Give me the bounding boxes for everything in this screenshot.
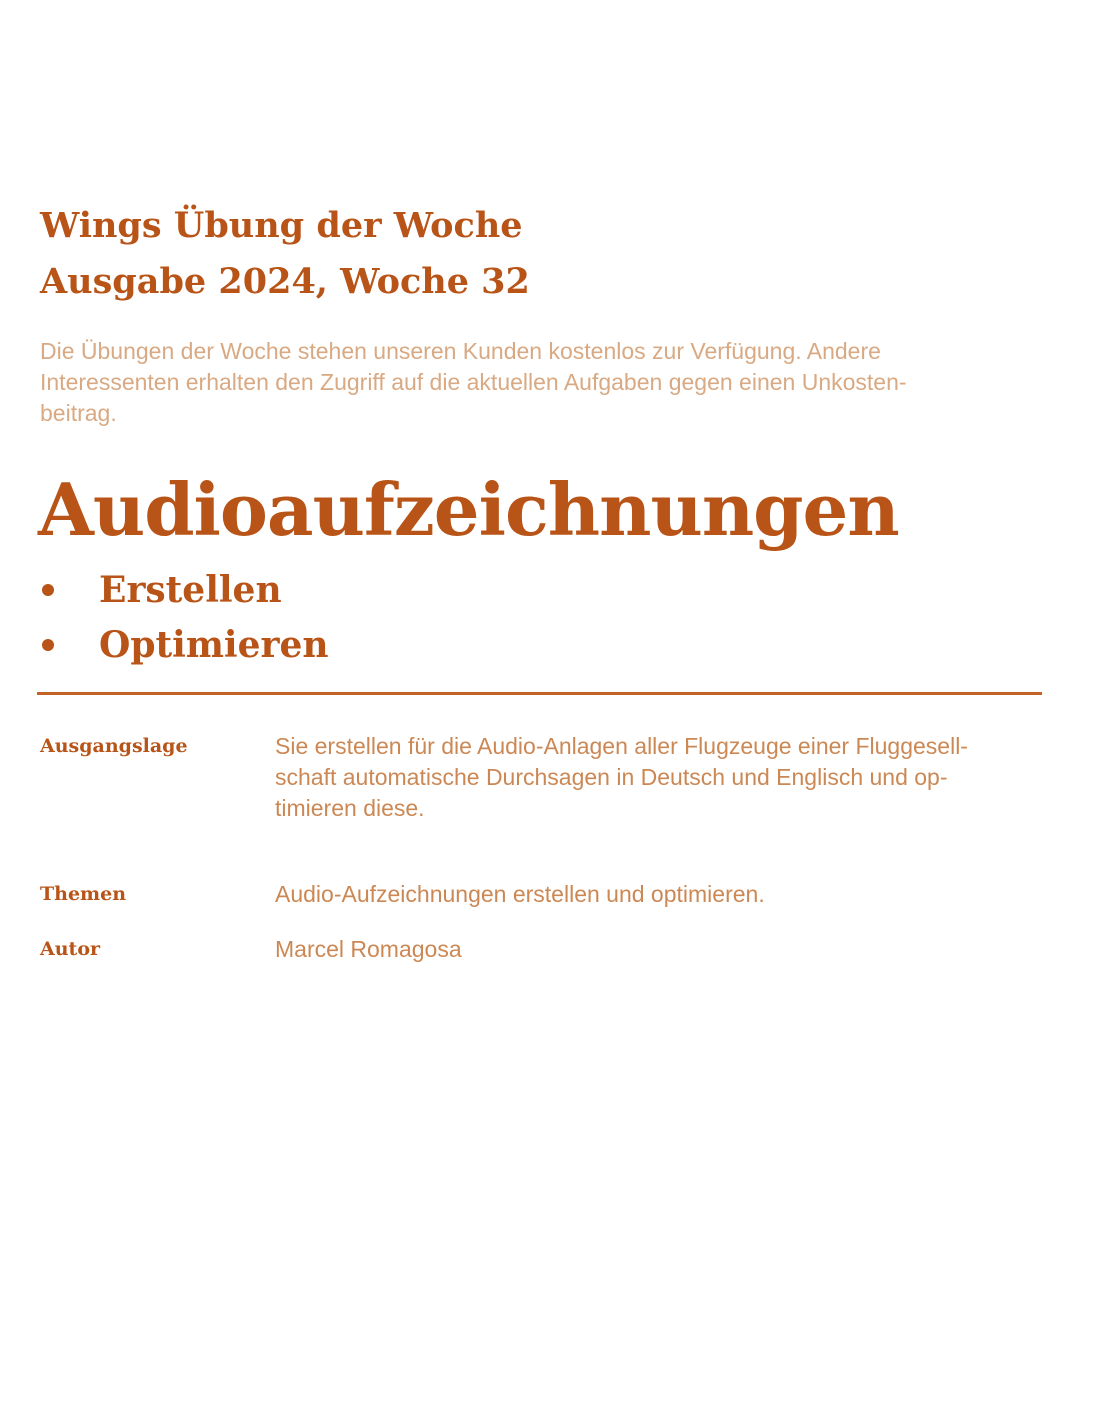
header-title: Wings Übung der Woche	[40, 205, 523, 246]
topic-bullet-list	[40, 562, 329, 672]
intro-paragraph	[40, 336, 1040, 429]
detail-value-line: Sie erstellen für die Audio-Anlagen aller Flugzeuge einer Fluggesell-	[275, 733, 968, 759]
detail-value	[275, 934, 1050, 965]
detail-label: Ausgangslage	[40, 735, 188, 757]
intro-line: Interessenten erhalten den Zugriff auf die aktuellen Aufgaben gegen einen Unkosten-	[40, 369, 907, 395]
detail-value-line: schaft automatische Durchsagen in Deutsch und Englisch und op-	[275, 764, 948, 790]
bullet-text: Optimieren	[99, 623, 329, 666]
document-header	[40, 198, 740, 310]
detail-value	[275, 731, 1050, 824]
header-edition: Ausgabe 2024, Woche 32	[40, 261, 530, 302]
main-title: Audioaufzeichnungen	[38, 467, 899, 552]
detail-label: Autor	[40, 938, 101, 960]
bullet-item	[40, 562, 329, 617]
bullet-icon	[42, 639, 54, 651]
bullet-item	[40, 617, 329, 672]
bullet-text: Erstellen	[99, 568, 282, 611]
detail-value-line: Marcel Romagosa	[275, 936, 462, 962]
section-divider	[37, 692, 1042, 695]
bullet-icon	[42, 584, 54, 596]
detail-value	[275, 879, 1050, 910]
detail-value-line: timieren diese.	[275, 795, 425, 821]
detail-label: Themen	[40, 883, 127, 905]
detail-value-line: Audio-Aufzeichnungen erstellen und optimieren.	[275, 881, 765, 907]
intro-line: beitrag.	[40, 400, 117, 426]
intro-line: Die Übungen der Woche stehen unseren Kunden kostenlos zur Verfügung. Andere	[40, 338, 881, 364]
